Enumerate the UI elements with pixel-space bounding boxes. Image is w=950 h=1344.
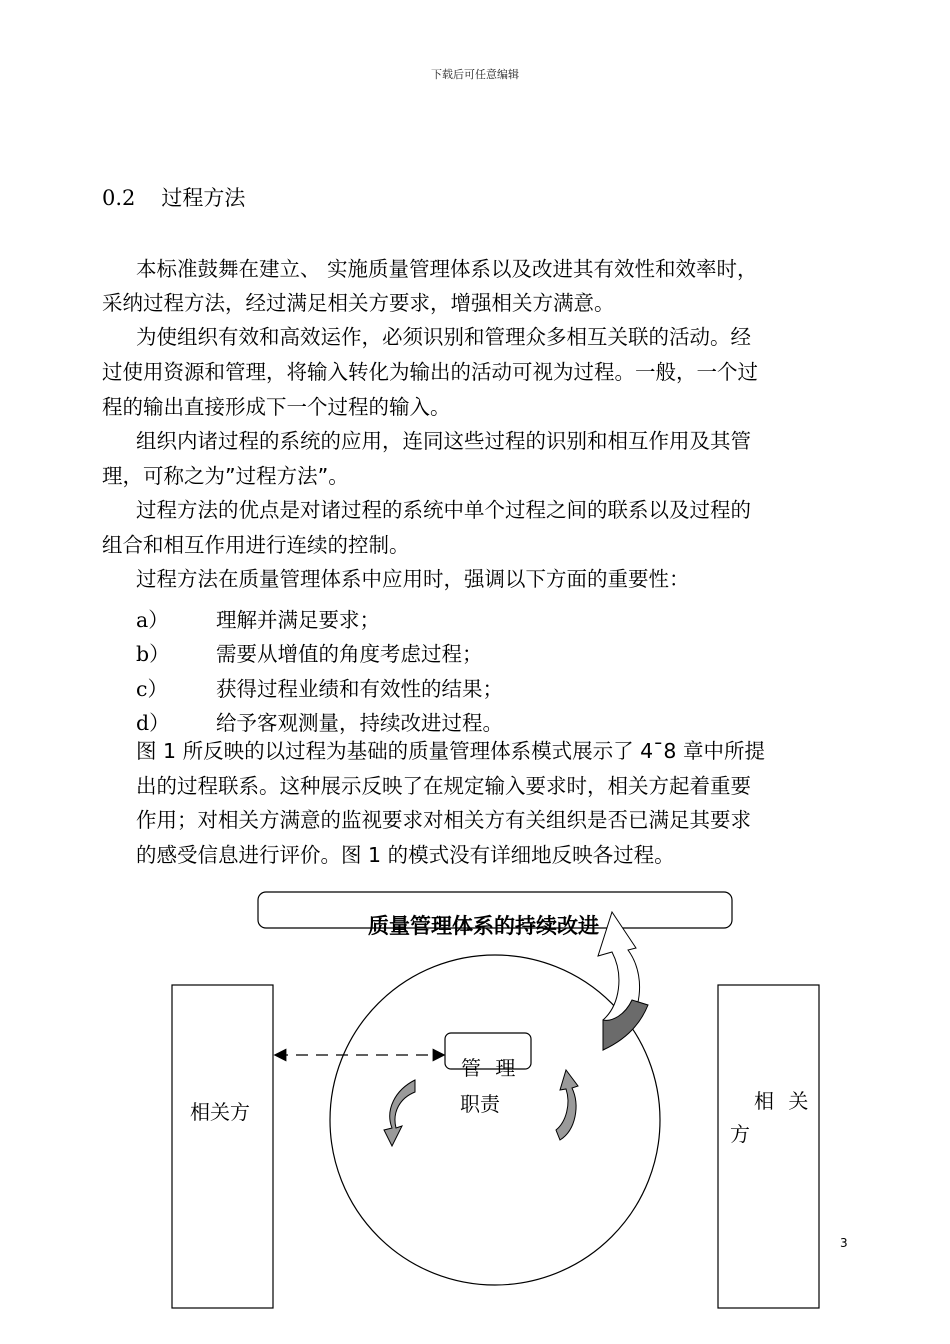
left-stakeholder-box <box>172 985 273 1308</box>
paragraph-1-line-1: 本标准鼓舞在建立、 实施质量管理体系以及改进其有效性和效率时， <box>136 257 758 281</box>
right-stakeholder-label-line-2: 方 <box>730 1122 750 1146</box>
list-text: 获得过程业绩和有效性的结果； <box>216 677 503 701</box>
list-label: d） <box>136 711 170 735</box>
right-cycle-arrow-icon <box>556 1070 578 1140</box>
page-number: 3 <box>840 1236 848 1250</box>
list-text: 理解并满足要求； <box>216 608 380 632</box>
figure-paragraph-line-4: 的感受信息进行评价。图 1 的模式没有详细地反映各过程。 <box>136 843 675 867</box>
paragraph-2-line-1: 为使组织有效和高效运作，必须识别和管理众多相互关联的活动。经 <box>136 325 751 349</box>
page-header: 下载后可任意编辑 <box>431 68 519 81</box>
top-banner-label: 质量管理体系的持续改进 <box>368 914 599 938</box>
paragraph-4-line-1: 过程方法的优点是对诸过程的系统中单个过程之间的联系以及过程的 <box>136 498 751 522</box>
figure-paragraph-line-1: 图 1 所反映的以过程为基础的质量管理体系模式展示了 4¯8 章中所提 <box>136 739 765 763</box>
left-stakeholder-label: 相关方 <box>190 1100 250 1124</box>
management-label-line-1: 管 理 <box>461 1056 520 1080</box>
list-text: 需要从增值的角度考虑过程； <box>216 642 483 666</box>
right-stakeholder-label-line-1: 相 关 <box>754 1089 813 1113</box>
list-label: b） <box>136 642 170 666</box>
section-number: 0.2 <box>102 186 136 210</box>
section-title: 过程方法 <box>161 186 246 210</box>
paragraph-2-line-3: 程的输出直接形成下一个过程的输入。 <box>102 395 451 419</box>
paragraph-3-line-1: 组织内诸过程的系统的应用，连同这些过程的识别和相互作用及其管 <box>136 429 751 453</box>
management-label-line-2: 职责 <box>460 1092 500 1116</box>
figure-paragraph-line-2: 出的过程联系。这种展示反映了在规定输入要求时，相关方起着重要 <box>136 774 751 798</box>
paragraph-3-line-2: 理，可称之为”过程方法”。 <box>102 464 349 488</box>
figure-paragraph-line-3: 作用；对相关方满意的监视要求对相关方有关组织是否已满足其要求 <box>136 808 751 832</box>
list-text: 给予客观测量，持续改进过程。 <box>216 711 503 735</box>
paragraph-1-line-2: 采纳过程方法，经过满足相关方要求，增强相关方满意。 <box>102 291 615 315</box>
list-label: a） <box>136 608 169 632</box>
paragraph-5-line-1: 过程方法在质量管理体系中应用时，强调以下方面的重要性： <box>136 567 690 591</box>
process-circle <box>330 955 660 1285</box>
paragraph-2-line-2: 过使用资源和管理，将输入转化为输出的活动可视为过程。一般，一个过 <box>102 360 758 384</box>
left-cycle-arrow-icon <box>384 1080 415 1146</box>
paragraph-4-line-2: 组合和相互作用进行连续的控制。 <box>102 533 410 557</box>
list-label: c） <box>136 677 168 701</box>
